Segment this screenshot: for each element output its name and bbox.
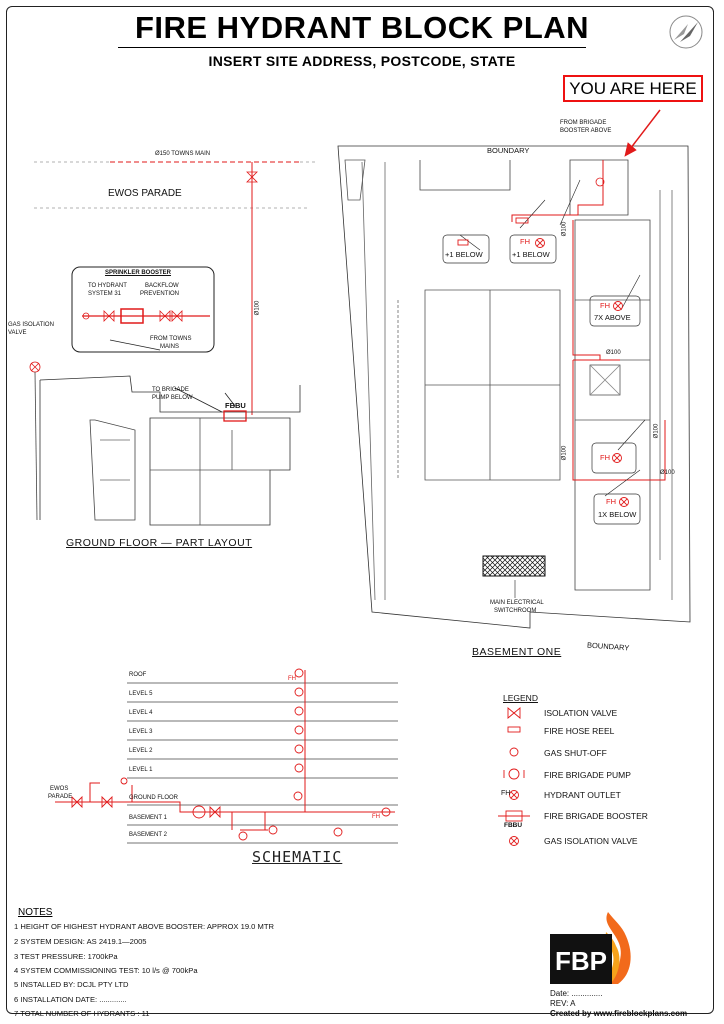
legend-fh: FH xyxy=(501,790,511,797)
note-2: 2 SYSTEM DESIGN: AS 2419.1—2005 xyxy=(14,937,147,946)
level-2: LEVEL 2 xyxy=(129,748,153,754)
fbp-logo-icon xyxy=(548,906,634,988)
level-basement-1: BASEMENT 1 xyxy=(129,815,167,821)
fh-label-a: FH xyxy=(520,237,530,246)
legend-fire-brigade-booster: FIRE BRIGADE BOOSTER xyxy=(544,811,648,821)
schematic-parade: PARADE xyxy=(48,794,73,800)
level-ground: GROUND FLOOR xyxy=(129,795,179,801)
note-6: 6 INSTALLATION DATE: ............. xyxy=(14,995,127,1004)
logo-text: FBP xyxy=(555,946,607,976)
level-4: LEVEL 4 xyxy=(129,710,153,716)
schematic-fh-roof: FH xyxy=(288,676,296,682)
basement-pipe-label-b: Ø100 xyxy=(561,221,568,237)
level-3: LEVEL 3 xyxy=(129,729,153,735)
fbbu-label: FBBU xyxy=(225,401,246,410)
gas-valve-label: VALVE xyxy=(8,330,27,336)
legend-gas-shutoff: GAS SHUT-OFF xyxy=(544,748,607,758)
basement-caption: BASEMENT ONE xyxy=(472,646,562,658)
legend-fbbu: FBBU xyxy=(504,822,523,829)
legend-title: LEGEND xyxy=(503,693,538,703)
footer-created-by: Created by www.fireblockplans.com xyxy=(550,1009,688,1018)
from-brigade-label: FROM BRIGADE xyxy=(560,120,607,126)
fh-label-d: FH xyxy=(606,497,616,506)
ground-floor-caption: GROUND FLOOR — PART LAYOUT xyxy=(66,537,253,549)
level-basement-2: BASEMENT 2 xyxy=(129,832,167,838)
pump-below-label: PUMP BELOW xyxy=(152,395,193,401)
from-towns-label: FROM TOWNS xyxy=(150,336,192,342)
site-address: INSERT SITE ADDRESS, POSTCODE, STATE xyxy=(208,53,516,69)
one-below-label: 1X BELOW xyxy=(598,510,637,519)
main-electrical-label: MAIN ELECTRICAL xyxy=(490,600,544,606)
schematic-diagram xyxy=(55,670,398,843)
note-5: 5 INSTALLED BY: DCJL PTY LTD xyxy=(14,980,129,989)
switchroom-label: SWITCHROOM xyxy=(494,608,537,614)
street-name: EWOS PARADE xyxy=(108,188,182,199)
page-title: FIRE HYDRANT BLOCK PLAN xyxy=(134,10,590,45)
plus1-below-b: +1 BELOW xyxy=(512,250,550,259)
note-4: 4 SYSTEM COMMISSIONING TEST: 10 l/s @ 700kPa xyxy=(14,966,198,975)
boundary-top-label: BOUNDARY xyxy=(487,146,530,155)
note-1: 1 HEIGHT OF HIGHEST HYDRANT ABOVE BOOSTER: APPROX 19.0 MTR xyxy=(14,922,274,931)
plus1-below-a: +1 BELOW xyxy=(445,250,483,259)
basement-hydrant-symbols xyxy=(458,218,629,507)
schematic-hydrant-symbols xyxy=(72,669,390,840)
basement-pipe-label-c: Ø100 xyxy=(561,445,568,461)
basement-pipe-label-e: Ø100 xyxy=(660,470,675,476)
schematic-ewos: EWOS xyxy=(50,786,69,792)
basement-pipe-label-a: Ø100 xyxy=(606,350,621,356)
legend-gas-isolation-valve: GAS ISOLATION VALVE xyxy=(544,836,638,846)
basement-one-plan xyxy=(338,110,690,628)
towns-main-label: Ø150 TOWNS MAIN xyxy=(155,151,211,157)
fh-label-c: FH xyxy=(600,453,610,462)
fh-label-b: FH xyxy=(600,301,610,310)
legend-fire-brigade-pump: FIRE BRIGADE PUMP xyxy=(544,770,631,780)
note-3: 3 TEST PRESSURE: 1700kPa xyxy=(14,952,118,961)
to-brigade-label: TO BRIGADE xyxy=(152,387,189,393)
notes-title: NOTES xyxy=(18,907,53,918)
level-5: LEVEL 5 xyxy=(129,691,153,697)
level-roof: ROOF xyxy=(129,672,147,678)
footer-date: Date: .............. xyxy=(550,989,603,998)
system-label: SYSTEM 31 xyxy=(88,291,122,297)
sprinkler-booster-title: SPRINKLER BOOSTER xyxy=(105,270,172,276)
seven-above-label: 7X ABOVE xyxy=(594,313,631,322)
boundary-bottom-label: BOUNDARY xyxy=(586,640,630,653)
prevention-label: PREVENTION xyxy=(140,291,180,297)
legend-isolation-valve: ISOLATION VALVE xyxy=(544,708,618,718)
you-are-here-box: YOU ARE HERE xyxy=(563,75,703,102)
basement-labels xyxy=(443,235,640,524)
level-1: LEVEL 1 xyxy=(129,767,153,773)
schematic-fh-basement: FH xyxy=(372,814,380,820)
backflow-label: BACKFLOW xyxy=(145,283,179,289)
ground-pipe-label: Ø100 xyxy=(254,300,261,316)
gas-isolation-label: GAS ISOLATION xyxy=(8,322,54,328)
legend-hydrant-outlet: HYDRANT OUTLET xyxy=(544,790,621,800)
to-hydrant-label: TO HYDRANT xyxy=(88,283,127,289)
legend-fire-hose-reel: FIRE HOSE REEL xyxy=(544,726,615,736)
booster-above-label: BOOSTER ABOVE xyxy=(560,128,612,134)
basement-pipe-label-d: Ø100 xyxy=(653,423,660,439)
mains-label: MAINS xyxy=(160,344,180,350)
schematic-title: SCHEMATIC xyxy=(252,848,343,866)
footer-rev: REV: A xyxy=(550,999,576,1008)
note-7: 7 TOTAL NUMBER OF HYDRANTS : 11 xyxy=(14,1009,150,1018)
